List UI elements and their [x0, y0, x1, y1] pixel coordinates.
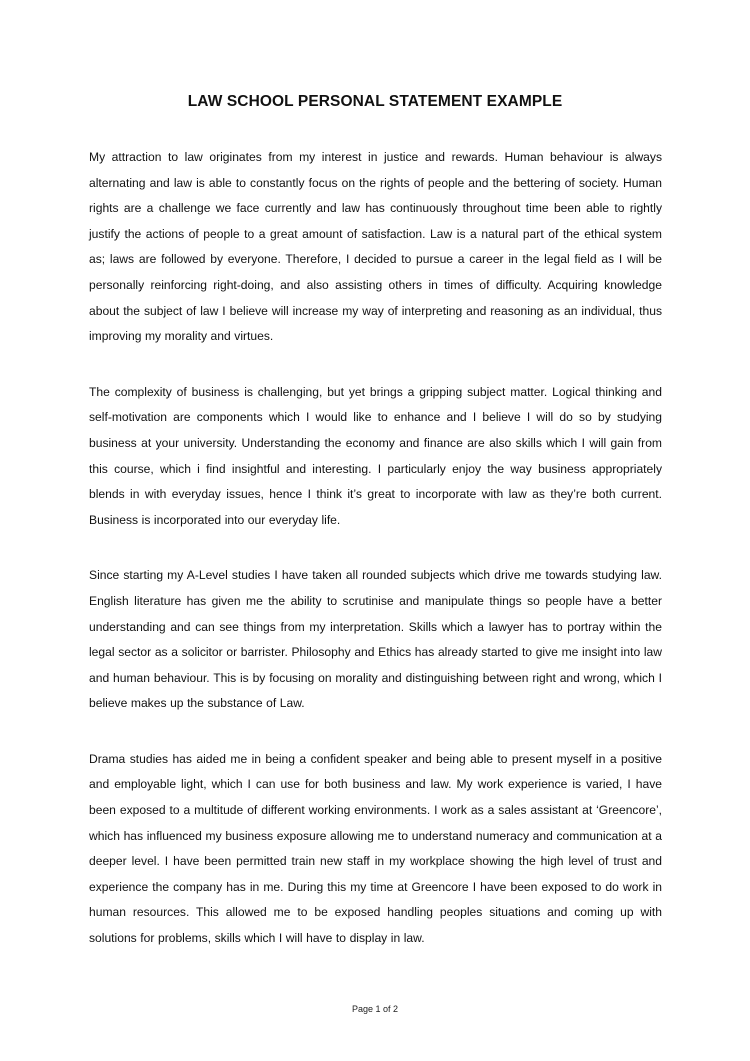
- document-title: LAW SCHOOL PERSONAL STATEMENT EXAMPLE: [187, 93, 563, 110]
- paragraph-3: Since starting my A-Level studies I have taken all rounded subjects which drive me towards studying law. English literature has given me the ability to scrutinise and manipulate things so people have a better understanding and can see things from my interpretation. Skills which a lawyer has to portray within the legal sector as a solicitor or barrister. Philosophy and Ethics has already started to give me insight into law and human behaviour. This is by focusing on morality and distinguishing between right and wrong, which I believe makes up the substance of Law.: [89, 568, 662, 711]
- paragraph-1: My attraction to law originates from my interest in justice and rewards. Human behaviour is always alternating and law is able to constantly focus on the rights of people and the bettering of society. Human rights are a challenge we face currently and law has continuously throughout time been able to rightly justify the actions of people to a great amount of satisfaction. Law is a natural part of the ethical system as; laws are followed by everyone. Therefore, I decided to pursue a career in the legal field as I will be personally reinforcing right-doing, and also assisting others in times of difficulty. Acquiring knowledge about the subject of law I believe will increase my way of interpreting and reasoning as an individual, thus improving my morality and virtues.: [89, 150, 662, 344]
- paragraph-2: The complexity of business is challenging, but yet brings a gripping subject matter. Logical thinking and self-motivation are components which I would like to enhance and I believe I will do so by studying business at your university. Understanding the economy and finance are also skills which I will gain from this course, which i find insightful and interesting. I particularly enjoy the way business appropriately blends in with everyday issues, hence I think it’s great to incorporate with law as they’re both current. Business is incorporated into our everyday life.: [89, 384, 662, 527]
- paragraph-4: Drama studies has aided me in being a confident speaker and being able to present myself in a positive and employable light, which I can use for both business and law. My work experience is varied, I have been exposed to a multitude of different working environments. I work as a sales assistant at ‘Greencore’, which has influenced my business exposure allowing me to understand numeracy and communication at a deeper level. I have been permitted train new staff in my workplace showing the high level of trust and experience the company has in me. During this my time at Greencore I have been exposed to do work in human resources. This allowed me to be exposed handling peoples situations and coming up with solutions for problems, skills which I will have to display in law.: [89, 751, 662, 946]
- document-body: [89, 145, 662, 982]
- page-number: Page 1 of 2: [351, 1004, 399, 1014]
